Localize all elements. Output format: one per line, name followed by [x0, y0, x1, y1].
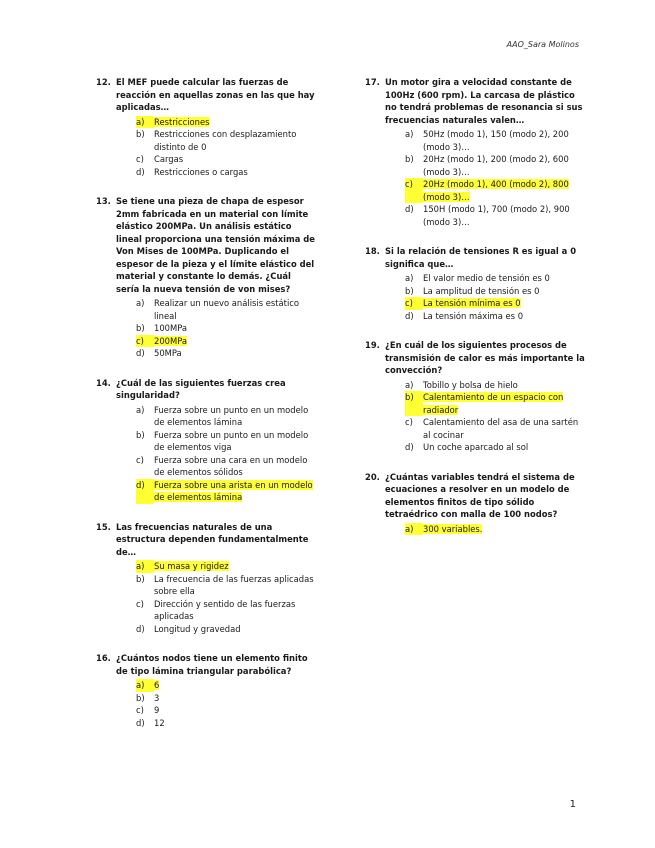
answer-option: [136, 623, 316, 636]
answer-option: [136, 153, 316, 166]
question-text: ¿Cuántas variables tendrá el sistema de ecuaciones a resolver en un modelo de elementos finitos de tipo sólido tetraédrico con malla de 100 nodos?: [385, 471, 575, 519]
option-letter: d): [405, 204, 414, 214]
answer-option: [136, 704, 316, 717]
question-number: 12.: [96, 77, 111, 87]
option-letter: c): [136, 705, 144, 715]
option-text: 6: [154, 680, 160, 690]
answer-option-highlighted: [136, 335, 316, 348]
answer-option: [136, 166, 316, 179]
answer-options: [365, 272, 587, 322]
option-text-wrap: [423, 391, 587, 416]
question-text: ¿Cuál de las siguientes fuerzas crea singularidad?: [116, 377, 286, 400]
option-text-wrap: [154, 322, 316, 335]
option-text-wrap: [154, 404, 316, 429]
option-letter: a): [405, 273, 414, 283]
option-text: 3: [154, 692, 160, 703]
answer-option: [136, 598, 316, 623]
option-text: 50MPa: [154, 348, 182, 358]
option-text-wrap: [154, 560, 316, 573]
question-heading: [96, 377, 316, 402]
answer-options: [365, 379, 587, 454]
option-text-wrap: [423, 128, 587, 153]
question-block: [96, 377, 316, 504]
option-letter: d): [405, 442, 414, 452]
option-text-wrap: [154, 128, 316, 153]
option-text-wrap: [154, 692, 316, 705]
option-text: La tensión máxima es 0: [423, 310, 524, 321]
answer-option-highlighted: [405, 523, 587, 536]
question-text: Las frecuencias naturales de una estructura dependen fundamentalmente de…: [116, 521, 309, 557]
option-text-wrap: [423, 297, 587, 310]
option-text: Fuerza sobre un punto en un modelo de elementos viga: [154, 429, 309, 452]
option-text: Fuerza sobre una arista en un modelo de elementos lámina: [154, 479, 313, 502]
option-text: La tensión mínima es 0: [423, 298, 521, 308]
question-block: [365, 339, 587, 454]
question-text: Se tiene una pieza de chapa de espesor 2mm fabricada en un material con límite elástico 200MPa. Un análisis estático lineal proporciona una tensión máxima de Von Mises de 100MPa. Duplicando el espesor de la pieza y el límite elástico del material y constante lo demás. ¿Cuál sería la nueva tensión de von mises?: [116, 196, 315, 294]
question-text: El MEF puede calcular las fuerzas de reacción en aquellas zonas en las que hay aplicadas…: [116, 77, 315, 112]
option-text-wrap: [423, 310, 587, 323]
option-text: El valor medio de tensión es 0: [423, 273, 550, 283]
option-letter: d): [136, 623, 145, 634]
option-text-wrap: [423, 203, 587, 228]
option-text: Restricciones o cargas: [154, 166, 248, 177]
answer-options: [365, 523, 587, 536]
answer-option: [405, 203, 587, 228]
answer-option: [136, 454, 316, 479]
option-text: 100MPa: [154, 323, 188, 333]
question-number: 19.: [365, 340, 380, 350]
answer-option: [405, 272, 587, 285]
option-letter: c): [136, 154, 144, 164]
option-text: 9: [154, 705, 160, 715]
answer-option: [136, 404, 316, 429]
option-text: Realizar un nuevo análisis estático lineal: [154, 298, 300, 321]
option-text: 300 variables.: [423, 523, 483, 534]
question-heading: [365, 471, 587, 521]
answer-option: [405, 441, 587, 454]
option-letter: b): [136, 129, 145, 139]
answer-options: [96, 404, 316, 504]
question-block: [96, 195, 316, 360]
answer-option-highlighted: [136, 479, 316, 504]
answer-option-highlighted: [136, 679, 316, 692]
question-number: 13.: [96, 196, 111, 206]
option-text: 150H (modo 1), 700 (modo 2), 900 (modo 3)…: [423, 204, 570, 227]
option-text-wrap: [423, 153, 587, 178]
answer-options: [96, 679, 316, 729]
answer-option: [405, 128, 587, 153]
option-text-wrap: [154, 153, 316, 166]
answer-options: [96, 560, 316, 635]
question-heading: [365, 339, 587, 377]
answer-option: [136, 128, 316, 153]
option-text-wrap: [154, 429, 316, 454]
option-text: Fuerza sobre un punto en un modelo de elementos lámina: [154, 404, 309, 427]
option-text: Un coche aparcado al sol: [423, 442, 529, 452]
question-text: ¿En cuál de los siguientes procesos de transmisión de calor es más importante la convección?: [385, 340, 585, 375]
question-block: [365, 471, 587, 536]
answer-option: [405, 379, 587, 392]
option-letter: c): [136, 335, 154, 348]
question-heading: [96, 76, 316, 114]
option-text: 20Hz (modo 1), 200 (modo 2), 600 (modo 3)…: [423, 154, 569, 177]
answer-option: [405, 310, 587, 323]
option-text-wrap: [154, 166, 316, 179]
question-heading: [365, 245, 587, 270]
option-text: 12: [154, 717, 165, 728]
option-letter: a): [136, 404, 145, 415]
answer-option-highlighted: [405, 297, 587, 310]
question-block: [96, 76, 316, 178]
option-text: Restricciones: [154, 116, 210, 127]
option-letter: d): [136, 348, 145, 358]
answer-option: [136, 347, 316, 360]
option-text: Cargas: [154, 154, 184, 164]
answer-options: [96, 297, 316, 360]
option-text: La amplitud de tensión es 0: [423, 285, 540, 296]
option-letter: b): [136, 323, 145, 333]
answer-option: [136, 322, 316, 335]
option-text: Restricciones con desplazamiento distinto de 0: [154, 129, 297, 152]
answer-option: [136, 429, 316, 454]
question-text: Un motor gira a velocidad constante de 100Hz (600 rpm). La carcasa de plástico no tendrá problemas de resonancia si sus frecuencias naturales valen…: [385, 77, 583, 125]
answer-options: [96, 116, 316, 179]
question-block: [365, 76, 587, 228]
option-text-wrap: [423, 272, 587, 285]
question-heading: [365, 76, 587, 126]
option-letter: a): [136, 679, 154, 692]
question-text: ¿Cuántos nodos tiene un elemento finito de tipo lámina triangular parabólica?: [116, 653, 308, 676]
option-letter: c): [405, 297, 423, 310]
option-text: 200MPa: [154, 335, 188, 346]
header-author: AAO_Sara Molinos: [506, 40, 579, 49]
option-letter: b): [405, 285, 414, 296]
option-text-wrap: [154, 116, 316, 129]
option-letter: a): [405, 129, 414, 139]
option-letter: a): [136, 298, 145, 308]
option-letter: d): [136, 717, 145, 728]
option-letter: b): [405, 154, 414, 164]
option-letter: c): [136, 454, 144, 465]
option-text: Su masa y rigidez: [154, 561, 229, 571]
answer-option-highlighted: [136, 560, 316, 573]
option-text: Dirección y sentido de las fuerzas aplicadas: [154, 598, 296, 621]
question-heading: [96, 195, 316, 295]
answer-option: [136, 717, 316, 730]
question-text: Si la relación de tensiones R es igual a 0 significa que…: [385, 246, 577, 269]
question-number: 14.: [96, 377, 111, 388]
option-letter: b): [136, 692, 145, 703]
question-heading: [96, 652, 316, 677]
option-letter: c): [405, 178, 423, 203]
question-number: 20.: [365, 471, 380, 482]
option-text-wrap: [423, 416, 587, 441]
option-text-wrap: [154, 454, 316, 479]
page-number: 1: [569, 799, 576, 810]
answer-option: [405, 285, 587, 298]
answer-option: [136, 297, 316, 322]
option-text: Fuerza sobre una cara en un modelo de elementos sólidos: [154, 454, 308, 477]
option-letter: b): [136, 429, 145, 440]
option-text-wrap: [423, 523, 587, 536]
option-text: 50Hz (modo 1), 150 (modo 2), 200 (modo 3)…: [423, 129, 569, 152]
question-number: 17.: [365, 77, 380, 87]
answer-option: [136, 692, 316, 705]
question-block: [96, 521, 316, 636]
question-number: 18.: [365, 246, 380, 256]
option-text-wrap: [154, 347, 316, 360]
option-letter: d): [136, 479, 154, 504]
option-text-wrap: [154, 297, 316, 322]
left-column: [96, 76, 316, 746]
option-text: Calentamiento del asa de una sartén al cocinar: [423, 417, 579, 440]
option-text-wrap: [154, 598, 316, 623]
option-letter: a): [136, 116, 154, 129]
option-text-wrap: [154, 335, 316, 348]
option-text-wrap: [154, 717, 316, 730]
option-text-wrap: [423, 441, 587, 454]
option-letter: d): [405, 310, 414, 321]
option-text-wrap: [154, 573, 316, 598]
option-text-wrap: [423, 379, 587, 392]
option-text: Longitud y gravedad: [154, 623, 241, 634]
answer-option: [405, 153, 587, 178]
answer-option-highlighted: [405, 391, 587, 416]
option-text: Tobillo y bolsa de hielo: [423, 379, 518, 390]
option-text-wrap: [154, 623, 316, 636]
answer-option-highlighted: [405, 178, 587, 203]
option-letter: a): [405, 523, 423, 536]
option-letter: c): [136, 598, 144, 609]
option-letter: b): [136, 573, 145, 584]
answer-options: [365, 128, 587, 228]
question-block: [365, 245, 587, 322]
option-text: La frecuencia de las fuerzas aplicadas sobre ella: [154, 573, 314, 596]
answer-option-highlighted: [136, 116, 316, 129]
question-block: [96, 652, 316, 729]
option-letter: a): [405, 379, 414, 390]
option-text-wrap: [154, 704, 316, 717]
option-text-wrap: [154, 479, 316, 504]
answer-option: [136, 573, 316, 598]
option-letter: b): [405, 391, 423, 416]
option-text: 20Hz (modo 1), 400 (modo 2), 800 (modo 3)…: [423, 179, 569, 202]
option-letter: a): [136, 560, 154, 573]
question-heading: [96, 521, 316, 559]
option-text-wrap: [423, 178, 587, 203]
option-text-wrap: [154, 679, 316, 692]
answer-option: [405, 416, 587, 441]
option-letter: c): [405, 417, 413, 427]
question-number: 15.: [96, 521, 111, 532]
question-number: 16.: [96, 653, 111, 663]
option-text: Calentamiento de un espacio con radiador: [423, 392, 564, 415]
right-column: [365, 76, 587, 552]
option-text-wrap: [423, 285, 587, 298]
option-letter: d): [136, 166, 145, 177]
